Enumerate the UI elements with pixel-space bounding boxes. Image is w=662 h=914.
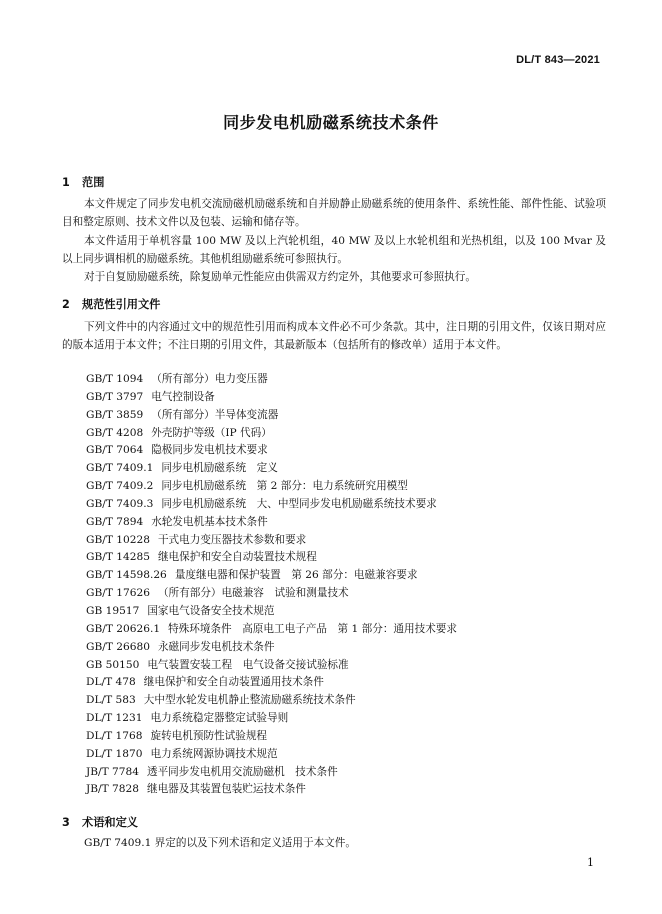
reference-title: （所有部分）半导体变流器	[151, 408, 279, 421]
reference-title: 继电保护和安全自动装置技术规程	[157, 551, 317, 564]
reference-item	[86, 460, 457, 478]
reference-item	[86, 657, 457, 675]
reference-item	[86, 781, 457, 799]
reference-code: GB/T 7064	[86, 444, 144, 457]
reference-title: 电气控制设备	[151, 390, 215, 403]
reference-code: GB/T 20626.1	[86, 622, 161, 635]
reference-item	[86, 496, 457, 514]
reference-code: JB/T 7784	[86, 765, 139, 778]
reference-item	[86, 532, 457, 550]
section-number: 2	[62, 298, 70, 311]
reference-code: GB/T 4208	[86, 426, 144, 439]
reference-code: GB/T 7409.1	[86, 462, 154, 475]
reference-title: 电力系统网源协调技术规范	[150, 747, 278, 760]
reference-item	[86, 710, 457, 728]
reference-item	[86, 425, 457, 443]
reference-title: 外壳防护等级（IP 代码）	[151, 426, 272, 439]
reference-item	[86, 407, 457, 425]
reference-code: GB 19517	[86, 604, 140, 617]
reference-code: JB/T 7828	[86, 783, 139, 796]
section-title: 范围	[82, 176, 105, 189]
reference-title: 同步电机励磁系统 大、中型同步发电机励磁系统技术要求	[161, 497, 437, 510]
reference-item	[86, 478, 457, 496]
reference-code: GB/T 3859	[86, 408, 144, 421]
reference-item	[86, 621, 457, 639]
reference-item	[86, 746, 457, 764]
reference-title: 继电保护和安全自动装置通用技术条件	[143, 676, 324, 689]
reference-code: GB/T 7409.2	[86, 480, 154, 493]
reference-title: 国家电气设备安全技术规范	[147, 604, 275, 617]
section-1-paragraph-3: 对于自复励励磁系统，除复励单元性能应由供需双方约定外，其他要求可参照执行。	[84, 271, 476, 283]
reference-title: （所有部分）电力变压器	[151, 373, 268, 385]
reference-item	[86, 674, 457, 692]
reference-code: GB 50150	[86, 658, 140, 671]
reference-item	[86, 389, 457, 407]
section-1-paragraph-2: 本文件适用于单机容量 100 MW 及以上汽轮机组，40 MW 及以上水轮机组和光热机组，以及 100 Mvar 及以上同步调相机的励磁系统。其他机组励磁系统可参照执行。	[62, 235, 606, 265]
reference-code: GB/T 3797	[86, 390, 144, 403]
reference-code: DL/T 478	[86, 676, 136, 689]
reference-title: 同步电机励磁系统 第 2 部分：电力系统研究用模型	[161, 480, 408, 493]
reference-item	[86, 514, 457, 532]
reference-code: DL/T 1870	[86, 747, 143, 760]
reference-code: DL/T 1768	[86, 729, 143, 742]
reference-code: GB/T 14285	[86, 551, 150, 564]
reference-item	[86, 371, 457, 389]
reference-item	[86, 567, 457, 585]
reference-title: 电气装置安装工程 电气设备交接试验标准	[147, 658, 349, 671]
reference-title: 电力系统稳定器整定试验导则	[150, 712, 289, 725]
reference-item	[86, 442, 457, 460]
reference-item	[86, 603, 457, 621]
reference-title: 特殊环境条件 高原电工电子产品 第 1 部分：通用技术要求	[168, 622, 457, 635]
section-number: 1	[62, 176, 70, 189]
section-1-heading	[62, 174, 104, 190]
normative-reference-list	[86, 371, 457, 799]
section-3-paragraph-1: GB/T 7409.1 界定的以及下列术语和定义适用于本文件。	[84, 837, 356, 849]
reference-title: 永磁同步发电机技术条件	[157, 640, 275, 653]
reference-code: GB/T 10228	[86, 533, 150, 546]
section-title: 术语和定义	[82, 816, 138, 829]
document-code: DL/T 843—2021	[516, 54, 600, 66]
reference-title: 同步电机励磁系统 定义	[161, 462, 278, 475]
section-2-heading	[62, 296, 160, 312]
reference-item	[86, 692, 457, 710]
reference-title: （所有部分）电磁兼容 试验和测量技术	[157, 587, 349, 600]
reference-code: GB/T 1094	[86, 373, 144, 385]
document-title: 同步发电机励磁系统技术条件	[223, 113, 439, 132]
section-title: 规范性引用文件	[82, 298, 161, 311]
section-2-intro: 下列文件中的内容通过文中的规范性引用而构成本文件必不可少条款。其中，注日期的引用文件，仅该日期对应的版本适用于本文件；不注日期的引用文件，其最新版本（包括所有的修改单）适用于本文件。	[62, 321, 606, 351]
reference-code: GB/T 26680	[86, 640, 150, 653]
section-number: 3	[62, 816, 70, 829]
reference-code: GB/T 17626	[86, 587, 150, 600]
reference-title: 旋转电机预防性试验规程	[150, 729, 268, 742]
reference-title: 水轮发电机基本技术条件	[151, 515, 268, 528]
reference-code: GB/T 7894	[86, 515, 144, 528]
reference-item	[86, 639, 457, 657]
reference-item	[86, 764, 457, 782]
reference-title: 隐极同步发电机技术要求	[151, 444, 268, 457]
section-1-paragraph-1: 本文件规定了同步发电机交流励磁机励磁系统和自并励静止励磁系统的使用条件、系统性能、部件性能、试验项目和整定原则、技术文件以及包装、运输和储存等。	[62, 198, 606, 228]
reference-code: GB/T 14598.26	[86, 569, 167, 582]
reference-item	[86, 728, 457, 746]
reference-code: DL/T 1231	[86, 712, 143, 725]
reference-title: 继电器及其装置包装贮运技术条件	[147, 783, 306, 796]
reference-item	[86, 585, 457, 603]
reference-item	[86, 549, 457, 567]
reference-title: 大中型水轮发电机静止整流励磁系统技术条件	[143, 694, 356, 707]
reference-title: 干式电力变压器技术参数和要求	[157, 533, 307, 546]
reference-title: 透平同步发电机用交流励磁机 技术条件	[147, 765, 338, 778]
page-number: 1	[587, 856, 594, 869]
section-3-heading	[62, 814, 138, 830]
reference-code: DL/T 583	[86, 694, 136, 707]
reference-title: 量度继电器和保护装置 第 26 部分：电磁兼容要求	[174, 569, 418, 582]
reference-code: GB/T 7409.3	[86, 497, 154, 510]
